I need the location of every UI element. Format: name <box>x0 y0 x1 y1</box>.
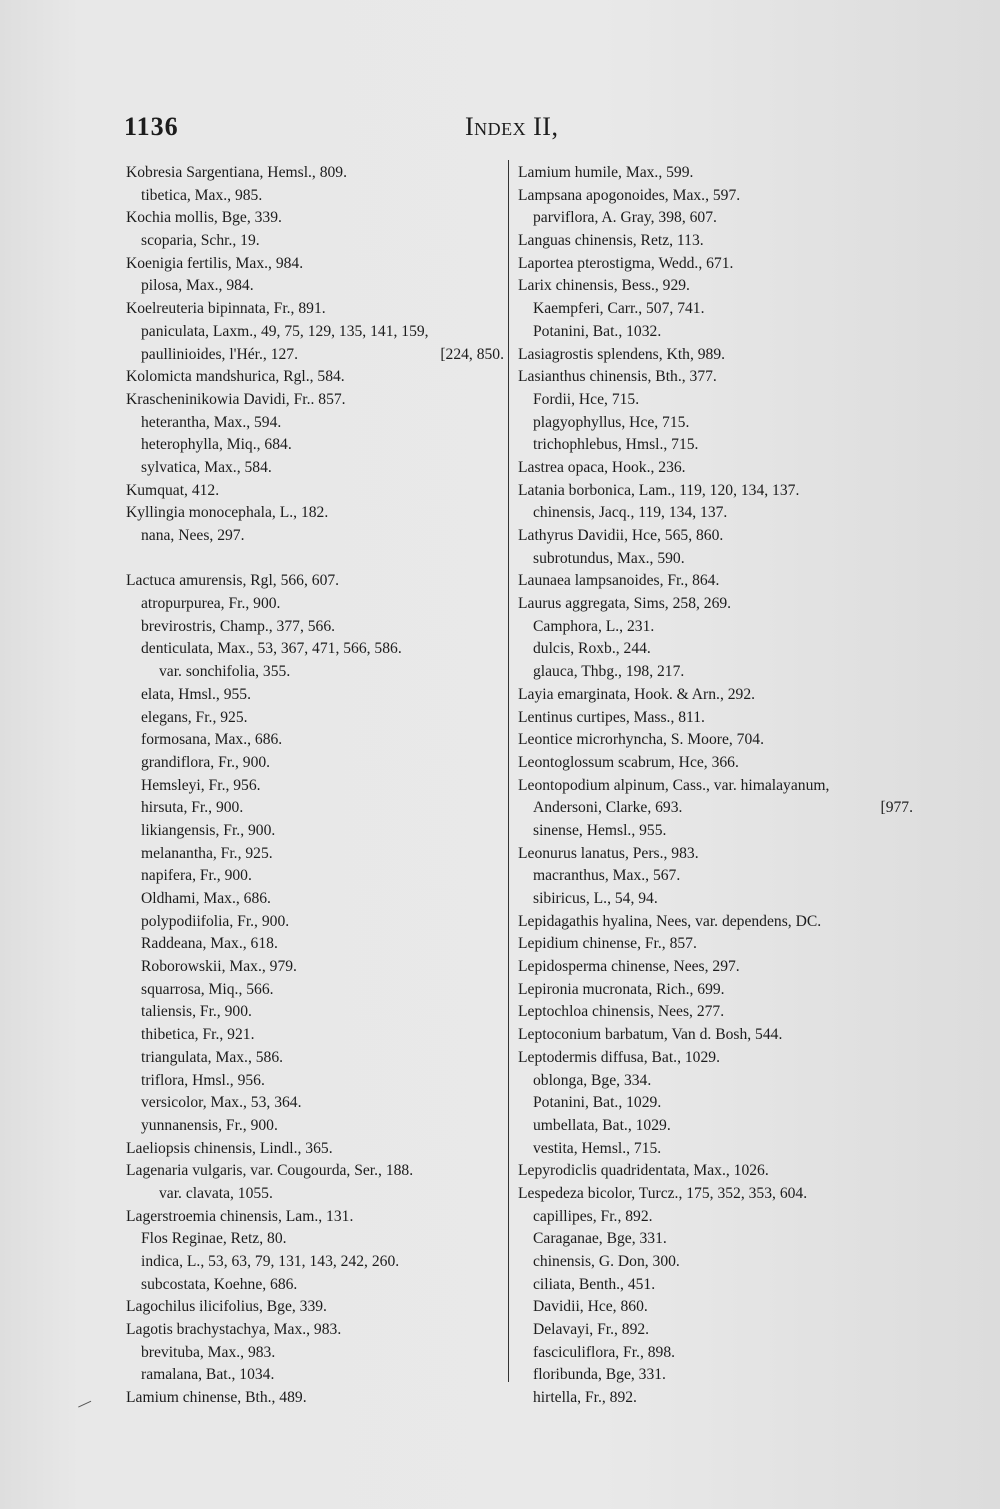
entry-text: Leontice microrhyncha, S. Moore, 704. <box>518 731 764 749</box>
column-divider <box>508 160 509 1382</box>
index-subentry <box>126 911 504 934</box>
index-entry <box>126 570 504 593</box>
index-entry <box>518 593 913 616</box>
entry-text: elata, Hmsl., 955. <box>141 685 252 703</box>
index-entry <box>518 729 913 752</box>
entry-text: denticulata, Max., 53, 367, 471, 566, 586. <box>141 640 402 658</box>
index-subentry <box>126 1047 504 1070</box>
index-subentry <box>518 1228 913 1251</box>
index-entry <box>126 1296 504 1319</box>
entry-text: Fordii, Hce, 715. <box>533 390 640 408</box>
index-subentry <box>126 956 504 979</box>
page-number: 1136 <box>124 112 179 141</box>
entry-text: Languas chinensis, Retz, 113. <box>518 232 704 250</box>
entry-text: Koenigia fertilis, Max., 984. <box>126 254 304 272</box>
entry-text: Lagotis brachystachya, Max., 983. <box>126 1321 342 1339</box>
runover-continuation: [224, 850. <box>440 345 504 363</box>
entry-text: Lagochilus ilicifolius, Bge, 339. <box>126 1298 327 1316</box>
index-subentry <box>518 321 913 344</box>
entry-text: pilosa, Max., 984. <box>141 277 254 295</box>
index-subentry <box>518 1092 913 1115</box>
index-subentry <box>126 933 504 956</box>
running-head: Index II, <box>465 112 559 141</box>
index-subentry <box>126 412 504 435</box>
entry-text: Raddeana, Max., 618. <box>141 935 278 953</box>
index-subentry <box>126 457 504 480</box>
entry-text: paniculata, Laxm., 49, 75, 129, 135, 141, 159, <box>141 322 429 340</box>
entry-text: Lepidosperma chinense, Nees, 297. <box>518 958 740 976</box>
entry-text: plagyophyllus, Hce, 715. <box>533 413 690 431</box>
entry-text: Lasiagrostis splendens, Kth, 989. <box>518 345 726 363</box>
index-entry <box>126 366 504 389</box>
index-subentry <box>126 820 504 843</box>
index-subentry <box>518 888 913 911</box>
entry-text: triangulata, Max., 586. <box>141 1048 284 1066</box>
entry-text: Leptoconium barbatum, Van d. Bosh, 544. <box>518 1026 783 1044</box>
entry-text: yunnanensis, Fr., 900. <box>141 1116 278 1134</box>
index-subentry <box>518 389 913 412</box>
entry-text: glauca, Thbg., 198, 217. <box>533 663 685 681</box>
index-entry <box>518 366 913 389</box>
index-subentry <box>126 1274 504 1297</box>
index-entry <box>126 502 504 525</box>
index-subentry <box>518 638 913 661</box>
entry-text: Laurus aggregata, Sims, 258, 269. <box>518 595 732 613</box>
margin-pencil-mark <box>75 1393 91 1407</box>
index-entry <box>518 1183 913 1206</box>
section-gap <box>126 548 504 571</box>
entry-text: melanantha, Fr., 925. <box>141 844 273 862</box>
index-entry <box>126 253 504 276</box>
entry-text: atropurpurea, Fr., 900. <box>141 595 281 613</box>
entry-text: oblonga, Bge, 334. <box>533 1071 652 1089</box>
index-subentry <box>518 548 913 571</box>
entry-text: thibetica, Fr., 921. <box>141 1026 255 1044</box>
index-subentry <box>518 1206 913 1229</box>
index-entry <box>518 480 913 503</box>
index-entry <box>518 457 913 480</box>
index-subentry <box>126 729 504 752</box>
index-subentry <box>518 1274 913 1297</box>
index-entry <box>518 775 913 798</box>
entry-text: trichophlebus, Hmsl., 715. <box>533 436 699 454</box>
index-subentry <box>126 979 504 1002</box>
index-subentry <box>126 1024 504 1047</box>
entry-text: Andersoni, Clarke, 693. <box>533 799 683 817</box>
entry-text: taliensis, Fr., 900. <box>141 1003 252 1021</box>
entry-text: squarrosa, Miq., 566. <box>141 980 274 998</box>
entry-text: polypodiifolia, Fr., 900. <box>141 912 290 930</box>
entry-text: Leptodermis diffusa, Bat., 1029. <box>518 1048 720 1066</box>
entry-text: Lastrea opaca, Hook., 236. <box>518 458 686 476</box>
entry-text: chinensis, Jacq., 119, 134, 137. <box>533 504 728 522</box>
index-entry <box>126 389 504 412</box>
index-entry <box>518 1047 913 1070</box>
index-entry <box>126 1387 504 1410</box>
index-subentry <box>518 820 913 843</box>
index-subentry <box>126 1342 504 1365</box>
entry-text: umbellata, Bat., 1029. <box>533 1116 671 1134</box>
entry-text: brevituba, Max., 983. <box>141 1343 276 1361</box>
entry-text: Launaea lampsanoides, Fr., 864. <box>518 572 720 590</box>
index-subentry <box>126 1251 504 1274</box>
entry-text: subrotundus, Max., 590. <box>533 549 685 567</box>
index-subentry <box>518 1138 913 1161</box>
entry-text: floribunda, Bge, 331. <box>533 1366 666 1384</box>
entry-text: Kumquat, 412. <box>126 481 220 499</box>
index-entry <box>518 707 913 730</box>
index-entry <box>518 843 913 866</box>
index-subentry <box>518 207 913 230</box>
index-entry <box>518 752 913 775</box>
entry-text: sinense, Hemsl., 955. <box>533 821 667 839</box>
index-subentry <box>126 684 504 707</box>
index-subentry <box>518 616 913 639</box>
index-subentry <box>126 1183 504 1206</box>
entry-text: Leontoglossum scabrum, Hce, 366. <box>518 753 739 771</box>
index-entry <box>518 162 913 185</box>
entry-text: Hemsleyi, Fr., 956. <box>141 776 261 794</box>
index-subentry <box>518 1296 913 1319</box>
entry-text: Lepironia mucronata, Rich., 699. <box>518 980 725 998</box>
index-subentry <box>126 1364 504 1387</box>
index-subentry <box>518 502 913 525</box>
index-subentry <box>518 1070 913 1093</box>
entry-text: chinensis, G. Don, 300. <box>533 1253 680 1270</box>
entry-text: Koelreuteria bipinnata, Fr., 891. <box>126 300 326 318</box>
entry-text: paullinioides, l'Hér., 127. <box>141 345 298 363</box>
index-entry <box>126 1138 504 1161</box>
index-subentry <box>126 752 504 775</box>
index-subentry <box>518 865 913 888</box>
entry-text: var. clavata, 1055. <box>159 1184 273 1202</box>
entry-text: Laeliopsis chinensis, Lindl., 365. <box>126 1139 333 1157</box>
index-entry <box>518 344 913 367</box>
index-subentry <box>126 185 504 208</box>
index-entry <box>126 207 504 230</box>
index-subentry <box>126 775 504 798</box>
index-entry <box>518 185 913 208</box>
entry-text: Delavayi, Fr., 892. <box>533 1321 650 1339</box>
index-entry <box>518 230 913 253</box>
entry-text: Roborowskii, Max., 979. <box>141 958 297 976</box>
index-subentry <box>518 412 913 435</box>
entry-text: Lepyrodiclis quadridentata, Max., 1026. <box>518 1162 769 1180</box>
entry-text: vestita, Hemsl., 715. <box>533 1139 662 1157</box>
index-entry <box>518 1001 913 1024</box>
entry-text: Krascheninikowia Davidi, Fr.. 857. <box>126 390 346 408</box>
index-subentry <box>126 888 504 911</box>
entry-text: napifera, Fr., 900. <box>141 867 252 885</box>
entry-text: tibetica, Max., 985. <box>141 186 263 204</box>
entry-text: sylvatica, Max., 584. <box>141 458 272 476</box>
index-subentry <box>126 321 504 344</box>
entry-text: Lamium chinense, Bth., 489. <box>126 1389 307 1407</box>
entry-text: heterantha, Max., 594. <box>141 413 282 431</box>
index-subentry <box>518 1387 913 1410</box>
index-subentry <box>126 1228 504 1251</box>
entry-text: Lepidium chinense, Fr., 857. <box>518 935 697 953</box>
entry-text: ciliata, Benth., 451. <box>533 1275 656 1293</box>
entry-text: Lactuca amurensis, Rgl, 566, 607. <box>126 572 340 590</box>
index-subentry <box>518 797 913 820</box>
index-subentry <box>126 661 504 684</box>
entry-text: Laportea pterostigma, Wedd., 671. <box>518 254 734 272</box>
index-entry <box>518 1024 913 1047</box>
index-entry <box>518 570 913 593</box>
index-entry <box>126 162 504 185</box>
entry-text: brevirostris, Champ., 377, 566. <box>141 617 336 635</box>
index-subentry <box>126 843 504 866</box>
entry-text: Kobresia Sargentiana, Hemsl., 809. <box>126 164 348 181</box>
index-column-left <box>126 162 504 1410</box>
entry-text: Potanini, Bat., 1032. <box>533 322 662 340</box>
index-entry <box>518 956 913 979</box>
entry-text: ramalana, Bat., 1034. <box>141 1366 275 1384</box>
entry-text: Kochia mollis, Bge, 339. <box>126 209 282 227</box>
index-subentry <box>518 298 913 321</box>
entry-text: dulcis, Roxb., 244. <box>533 640 651 658</box>
entry-text: hirtella, Fr., 892. <box>533 1389 637 1407</box>
entry-text: versicolor, Max., 53, 364. <box>141 1094 302 1112</box>
entry-text: Lasianthus chinensis, Bth., 377. <box>518 368 717 386</box>
index-column-right <box>518 162 913 1410</box>
index-subentry <box>518 1364 913 1387</box>
entry-text: indica, L., 53, 63, 79, 131, 143, 242, 260. <box>141 1253 400 1270</box>
entry-text: macranthus, Max., 567. <box>533 867 681 885</box>
entry-text: Davidii, Hce, 860. <box>533 1298 648 1316</box>
entry-text: nana, Nees, 297. <box>141 527 245 544</box>
index-subentry <box>518 1342 913 1365</box>
index-subentry <box>126 1115 504 1138</box>
index-subentry <box>126 434 504 457</box>
index-subentry <box>126 638 504 661</box>
entry-text: Kolomicta mandshurica, Rgl., 584. <box>126 368 345 386</box>
index-subentry <box>126 1092 504 1115</box>
runover-continuation: [977. <box>880 799 913 817</box>
entry-text: grandiflora, Fr., 900. <box>141 753 271 771</box>
index-subentry <box>126 1001 504 1024</box>
index-entry <box>518 253 913 276</box>
index-subentry <box>126 230 504 253</box>
entry-text: capillipes, Fr., 892. <box>533 1207 653 1225</box>
index-subentry <box>126 797 504 820</box>
entry-text: fasciculiflora, Fr., 898. <box>533 1343 676 1361</box>
entry-text: Leptochloa chinensis, Nees, 277. <box>518 1003 725 1021</box>
index-subentry <box>126 1070 504 1093</box>
entry-text: Lespedeza bicolor, Turcz., 175, 352, 353, 604. <box>518 1184 808 1202</box>
index-subentry <box>518 1251 913 1274</box>
index-entry <box>518 911 913 934</box>
entry-text: Oldhami, Max., 686. <box>141 890 271 907</box>
entry-text: subcostata, Koehne, 686. <box>141 1275 298 1293</box>
entry-text: likiangensis, Fr., 900. <box>141 821 276 839</box>
entry-text: Kyllingia monocephala, L., 182. <box>126 504 329 522</box>
entry-text: formosana, Max., 686. <box>141 731 283 749</box>
entry-text: Lagenaria vulgaris, var. Cougourda, Ser., 188. <box>126 1162 414 1180</box>
entry-text: parviflora, A. Gray, 398, 607. <box>533 209 717 227</box>
index-entry <box>126 1319 504 1342</box>
index-entry <box>126 480 504 503</box>
index-entry <box>518 979 913 1002</box>
entry-text: Lamium humile, Max., 599. <box>518 164 694 181</box>
index-subentry <box>126 344 504 367</box>
entry-text: elegans, Fr., 925. <box>141 708 248 726</box>
index-subentry <box>126 275 504 298</box>
index-subentry <box>126 865 504 888</box>
index-entry <box>126 298 504 321</box>
entry-text: Larix chinensis, Bess., 929. <box>518 277 690 295</box>
entry-text: Flos Reginae, Retz, 80. <box>141 1230 287 1248</box>
index-subentry <box>126 616 504 639</box>
index-subentry <box>126 525 504 548</box>
entry-text: Lepidagathis hyalina, Nees, var. dependens, DC. <box>518 912 822 930</box>
entry-text: Potanini, Bat., 1029. <box>533 1094 662 1112</box>
index-subentry <box>518 1319 913 1342</box>
entry-text: var. sonchifolia, 355. <box>159 663 291 681</box>
entry-text: Lagerstroemia chinensis, Lam., 131. <box>126 1207 354 1225</box>
entry-text: heterophylla, Miq., 684. <box>141 436 292 454</box>
index-entry <box>518 275 913 298</box>
index-entry <box>518 933 913 956</box>
entry-text: Lathyrus Davidii, Hce, 565, 860. <box>518 527 724 544</box>
index-subentry <box>518 1115 913 1138</box>
index-entry <box>518 1160 913 1183</box>
index-subentry <box>126 707 504 730</box>
entry-text: Kaempferi, Carr., 507, 741. <box>533 300 705 318</box>
entry-text: scoparia, Schr., 19. <box>141 232 260 250</box>
entry-text: Leonurus lanatus, Pers., 983. <box>518 844 699 862</box>
entry-text: Lampsana apogonoides, Max., 597. <box>518 186 741 204</box>
index-subentry <box>518 434 913 457</box>
entry-text: Latania borbonica, Lam., 119, 120, 134, 137. <box>518 481 800 499</box>
index-entry <box>126 1206 504 1229</box>
entry-text: Leontopodium alpinum, Cass., var. himalayanum, <box>518 776 830 794</box>
entry-text: sibiricus, L., 54, 94. <box>533 890 658 907</box>
entry-text: hirsuta, Fr., 900. <box>141 799 244 817</box>
entry-text: Caraganae, Bge, 331. <box>533 1230 667 1248</box>
entry-text: triflora, Hmsl., 956. <box>141 1071 265 1089</box>
index-subentry <box>518 661 913 684</box>
index-entry <box>518 525 913 548</box>
index-entry <box>126 1160 504 1183</box>
index-subentry <box>126 593 504 616</box>
index-entry <box>518 684 913 707</box>
entry-text: Layia emarginata, Hook. & Arn., 292. <box>518 685 756 703</box>
entry-text: Camphora, L., 231. <box>533 617 655 635</box>
entry-text: Lentinus curtipes, Mass., 811. <box>518 708 705 726</box>
